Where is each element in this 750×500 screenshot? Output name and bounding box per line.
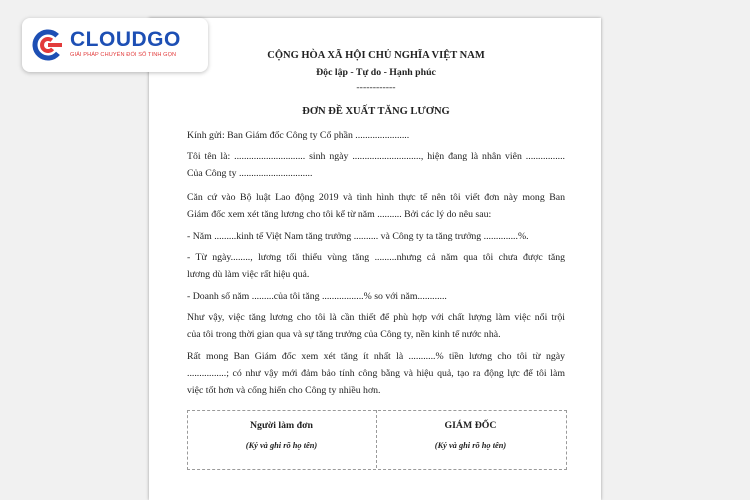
reason-2-line-1: - Từ ngày........, lương tối thiểu vùng tăng .........nhưng cả năm qua tôi chưa được tăng	[187, 252, 565, 263]
reason-1: - Năm .........kinh tế Việt Nam tăng trưởng .......... và Công ty ta tăng trưởng ..............%.	[187, 231, 529, 242]
brand-name: CLOUDGO	[70, 28, 181, 51]
director-label: GIÁM ĐỐC	[444, 420, 497, 431]
recipient-line: Kính gửi: Ban Giám đốc Công ty Cổ phần ......................	[187, 130, 410, 141]
summary-line-2: của tôi trong thời gian qua và sự tăng trưởng của Công ty, nền kinh tế nước nhà.	[187, 329, 501, 340]
cloudgo-logo	[22, 18, 208, 72]
intro-line-1: Tôi tên là: ............................. sinh ngày ............................, hiện đang là nhân viên ................	[187, 151, 565, 162]
request-line-1: Rất mong Ban Giám đốc xem xét tăng ít nhất là ...........% tiền lương cho tôi từ ngày	[187, 351, 565, 362]
document-title: ĐƠN ĐỀ XUẤT TĂNG LƯƠNG	[302, 106, 450, 117]
brand-tagline: GIẢI PHÁP CHUYỂN ĐỔI SỐ TINH GỌN	[70, 52, 177, 58]
basis-line-2: Giám đốc xem xét tăng lương cho tôi kể từ năm .......... Bởi các lý do nêu sau:	[187, 209, 492, 220]
applicant-sign-note: (Ký và ghi rõ họ tên)	[245, 441, 318, 450]
signature-divider	[376, 410, 377, 468]
applicant-label: Người làm đơn	[249, 420, 313, 431]
national-header: CỘNG HÒA XÃ HỘI CHỦ NGHĨA VIỆT NAM	[267, 50, 485, 61]
request-line-3: việc tốt hơn và cống hiến cho Công ty nhiều hơn.	[187, 385, 381, 396]
header-rule: ------------	[356, 82, 396, 93]
intro-line-2: Của Công ty ..............................	[187, 168, 313, 179]
director-sign-note: (Ký và ghi rõ họ tên)	[434, 441, 507, 450]
reason-3: - Doanh số năm .........của tôi tăng .................% so với năm............	[187, 291, 447, 302]
summary-line-1: Như vậy, việc tăng lương cho tôi là cần thiết để phù hợp với chất lượng làm việc nổi trội	[187, 312, 565, 323]
basis-line-1: Căn cứ vào Bộ luật Lao động 2019 và tình hình thực tế nên tôi viết đơn này mong Ban	[187, 192, 565, 203]
request-line-2: ................; có như vậy mới đảm bảo tính công bằng và hiệu quả, tạo ra động lực để tôi làm	[187, 368, 565, 379]
national-motto: Độc lập - Tự do - Hạnh phúc	[316, 67, 436, 78]
reason-2-line-2: lương dù làm việc rất hiệu quả.	[187, 269, 310, 280]
cloudgo-logo-icon	[32, 29, 64, 61]
